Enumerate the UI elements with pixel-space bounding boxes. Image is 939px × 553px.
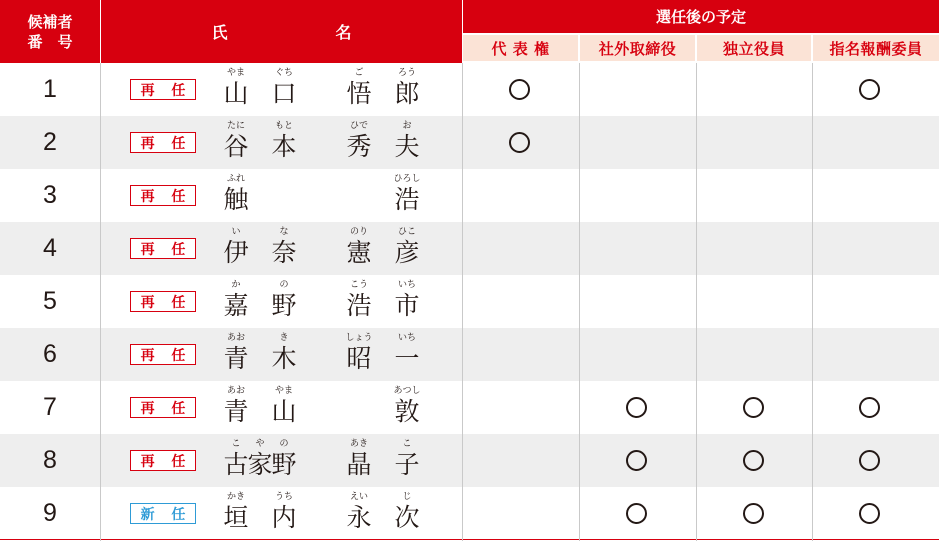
reappointment-badge: 再 任	[130, 397, 196, 418]
name-ruby: じ	[402, 492, 412, 502]
name-ruby: やま	[274, 386, 293, 396]
name-kanji: 昭	[346, 344, 372, 373]
name-character	[339, 487, 379, 540]
name-ruby: ご	[354, 68, 364, 78]
name-ruby: こ	[402, 439, 412, 449]
name-kanji: 野	[271, 450, 297, 479]
candidate-number-header-line1: 候補者	[27, 12, 73, 31]
name-character	[339, 116, 379, 169]
reappointment-badge: 再 任	[130, 132, 196, 153]
name-kanji: 青	[223, 397, 249, 426]
candidate-number: 1	[43, 75, 57, 103]
role-mark-outside-director-icon	[626, 503, 647, 524]
name-ruby: ひろし	[393, 174, 421, 184]
planned-roles-header: 選任後の予定	[463, 0, 939, 33]
candidate-row	[0, 222, 939, 275]
role-header-independent: 独立役員	[697, 35, 811, 61]
name-kanji: 秀	[346, 132, 372, 161]
name-character	[387, 381, 427, 434]
name-character	[387, 487, 427, 540]
name-ruby: ぐち	[274, 68, 293, 78]
column-divider	[579, 63, 580, 541]
candidate-row	[0, 381, 939, 434]
column-divider	[696, 63, 697, 541]
name-kanji: 憲	[346, 238, 372, 267]
candidate-number-header-line2: 番 号	[27, 32, 73, 51]
candidate-number: 3	[43, 181, 57, 209]
candidate-row	[0, 63, 939, 116]
name-kanji: 郎	[394, 79, 420, 108]
role-mark-nomination-committee-icon	[859, 79, 880, 100]
candidate-row	[0, 169, 939, 222]
name-character	[216, 63, 256, 116]
name-character	[216, 169, 256, 222]
name-ruby: のり	[349, 227, 368, 237]
candidate-number: 6	[43, 340, 57, 368]
name-header	[101, 0, 462, 63]
name-ruby: な	[279, 227, 289, 237]
candidate-number: 2	[43, 128, 57, 156]
name-ruby: い	[231, 227, 241, 237]
name-kanji: 浩	[394, 185, 420, 214]
new-appointment-badge: 新 任	[130, 503, 196, 524]
candidate-number: 9	[43, 499, 57, 527]
role-mark-nomination-committee-icon	[859, 397, 880, 418]
name-ruby: や	[255, 439, 265, 449]
name-character	[339, 434, 379, 487]
name-header-left: 氏	[211, 23, 228, 42]
name-character	[387, 328, 427, 381]
name-character	[387, 63, 427, 116]
name-character	[264, 275, 304, 328]
column-divider	[462, 63, 463, 541]
reappointment-badge: 再 任	[130, 291, 196, 312]
name-character	[387, 116, 427, 169]
candidate-row	[0, 487, 939, 540]
role-mark-representative-icon	[509, 132, 530, 153]
name-ruby: き	[279, 333, 289, 343]
name-character	[387, 222, 427, 275]
reappointment-badge: 再 任	[130, 79, 196, 100]
name-ruby: の	[279, 439, 289, 449]
role-header-outside-director: 社外取締役	[580, 35, 695, 61]
name-kanji: 晶	[346, 450, 372, 479]
candidate-number: 7	[43, 393, 57, 421]
role-mark-independent-icon	[743, 450, 764, 471]
name-kanji: 本	[271, 132, 297, 161]
name-kanji: 口	[271, 79, 297, 108]
role-header-representative: 代 表 権	[463, 35, 578, 61]
name-ruby: いち	[397, 333, 416, 343]
candidate-row	[0, 328, 939, 381]
name-kanji: 彦	[394, 238, 420, 267]
name-kanji: 伊	[223, 238, 249, 267]
reappointment-badge: 再 任	[130, 450, 196, 471]
name-ruby: こう	[349, 280, 368, 290]
name-character	[264, 63, 304, 116]
name-kanji: 野	[271, 291, 297, 320]
name-kanji: 奈	[271, 238, 297, 267]
name-ruby: あき	[349, 439, 368, 449]
name-ruby: ひで	[349, 121, 368, 131]
candidate-number: 8	[43, 446, 57, 474]
candidate-row	[0, 116, 939, 169]
name-character	[264, 116, 304, 169]
role-mark-nomination-committee-icon	[859, 450, 880, 471]
name-character	[216, 275, 256, 328]
name-ruby: いち	[397, 280, 416, 290]
name-character	[216, 116, 256, 169]
name-ruby: あつし	[393, 386, 421, 396]
name-kanji: 山	[223, 79, 249, 108]
name-character	[339, 328, 379, 381]
name-kanji: 谷	[223, 132, 249, 161]
name-kanji: 青	[223, 344, 249, 373]
name-ruby: かき	[226, 492, 245, 502]
name-character	[264, 434, 304, 487]
role-mark-independent-icon	[743, 503, 764, 524]
role-mark-outside-director-icon	[626, 450, 647, 471]
name-header-right: 名	[335, 23, 352, 42]
name-kanji: 夫	[394, 132, 420, 161]
name-ruby: あお	[226, 333, 245, 343]
name-kanji: 古	[223, 450, 249, 479]
name-ruby: やま	[226, 68, 245, 78]
name-kanji: 市	[394, 291, 420, 320]
name-character	[216, 487, 256, 540]
name-kanji: 垣	[223, 503, 249, 532]
name-ruby: うち	[274, 492, 293, 502]
name-character	[264, 328, 304, 381]
candidate-number: 4	[43, 234, 57, 262]
name-kanji: 触	[223, 185, 249, 214]
name-ruby: しょう	[345, 333, 373, 343]
name-character	[387, 275, 427, 328]
name-character	[339, 222, 379, 275]
name-ruby: ひこ	[397, 227, 416, 237]
candidate-row	[0, 275, 939, 328]
role-mark-nomination-committee-icon	[859, 503, 880, 524]
name-ruby: あお	[226, 386, 245, 396]
name-kanji: 木	[271, 344, 297, 373]
name-kanji: 家	[247, 450, 273, 479]
candidate-number: 5	[43, 287, 57, 315]
name-kanji: 敦	[394, 397, 420, 426]
name-character	[216, 381, 256, 434]
name-kanji: 内	[271, 503, 297, 532]
name-character	[264, 487, 304, 540]
reappointment-badge: 再 任	[130, 185, 196, 206]
name-character	[264, 222, 304, 275]
name-kanji: 浩	[346, 291, 372, 320]
name-character	[216, 328, 256, 381]
name-ruby: こ	[231, 439, 241, 449]
name-character	[387, 169, 427, 222]
candidate-number-header	[0, 0, 100, 63]
name-kanji: 次	[394, 503, 420, 532]
name-kanji: 悟	[346, 79, 372, 108]
name-ruby: もと	[274, 121, 293, 131]
name-character	[216, 222, 256, 275]
column-divider	[812, 63, 813, 541]
name-character	[339, 275, 379, 328]
name-ruby: お	[402, 121, 412, 131]
reappointment-badge: 再 任	[130, 238, 196, 259]
name-ruby: の	[279, 280, 289, 290]
name-kanji: 一	[394, 344, 420, 373]
name-character	[339, 63, 379, 116]
name-ruby: ろう	[397, 68, 416, 78]
name-ruby: か	[231, 280, 241, 290]
name-character	[387, 434, 427, 487]
name-kanji: 子	[394, 450, 420, 479]
candidate-row	[0, 434, 939, 487]
name-character	[264, 381, 304, 434]
name-ruby: えい	[349, 492, 368, 502]
name-kanji: 永	[346, 503, 372, 532]
name-ruby: ふれ	[226, 174, 245, 184]
column-divider	[100, 63, 101, 541]
role-mark-outside-director-icon	[626, 397, 647, 418]
name-kanji: 嘉	[223, 291, 249, 320]
reappointment-badge: 再 任	[130, 344, 196, 365]
role-mark-independent-icon	[743, 397, 764, 418]
role-header-nomination-committee: 指名報酬委員	[813, 35, 939, 61]
role-mark-representative-icon	[509, 79, 530, 100]
name-kanji: 山	[271, 397, 297, 426]
name-ruby: たに	[226, 121, 245, 131]
